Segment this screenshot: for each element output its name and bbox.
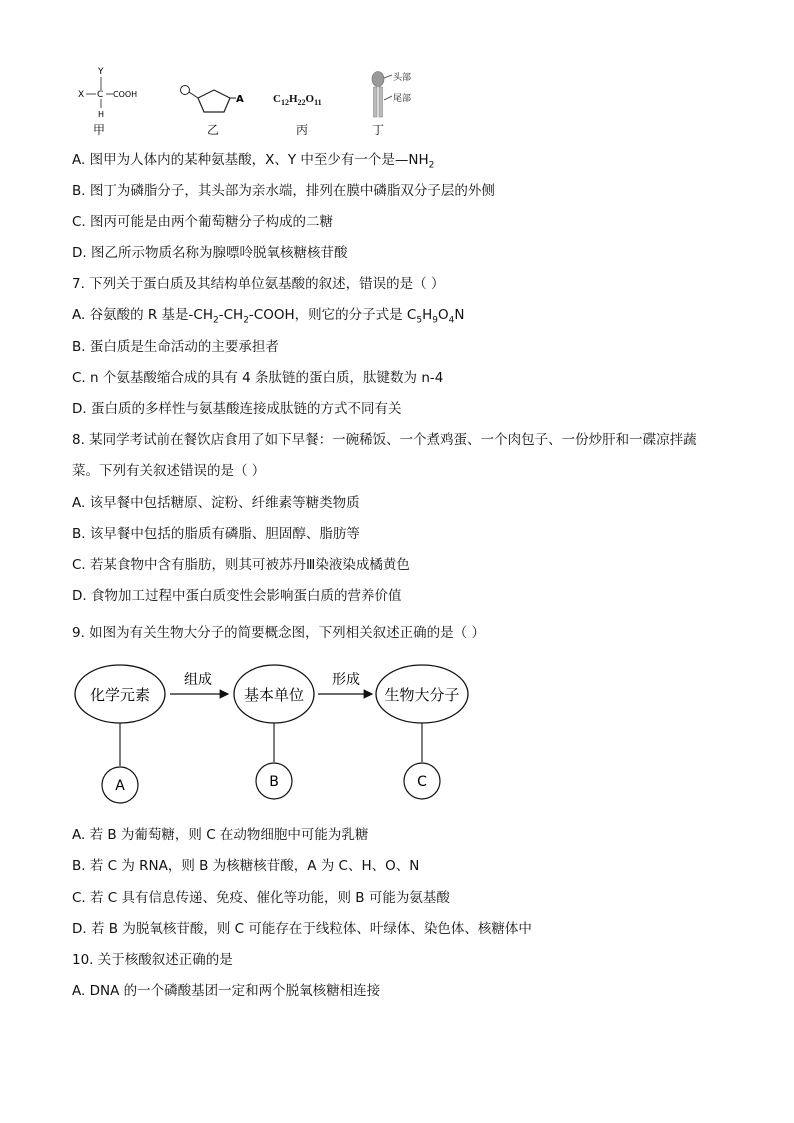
- carbon-atom: C: [97, 90, 104, 100]
- base-a: A: [236, 94, 244, 105]
- nucleotide-structure: [176, 80, 248, 116]
- q9-stem: 9. 如图为有关生物大分子的简要概念图，下列相关叙述正确的是（ ）: [72, 625, 485, 641]
- q7-option-b: B. 蛋白质是生命活动的主要承担者: [72, 339, 279, 355]
- group-x: X: [78, 90, 85, 100]
- figure-label-ding: 丁: [372, 123, 385, 137]
- q7-stem: 7. 下列关于蛋白质及其结构单位氨基酸的叙述，错误的是（ ）: [72, 276, 445, 292]
- q9-option-d: D. 若 B 为脱氧核苷酸，则 C 可能存在于线粒体、叶绿体、染色体、核糖体中: [72, 921, 532, 937]
- q8-option-c: C. 若某食物中含有脂肪，则其可被苏丹Ⅲ染液染成橘黄色: [72, 557, 410, 573]
- head-label: 头部: [393, 73, 412, 83]
- carboxyl-group: COOH: [113, 90, 138, 99]
- q9-option-c: C. 若 C 具有信息传递、免疫、催化等功能，则 B 可能为氨基酸: [72, 890, 450, 906]
- q10-option-a: A. DNA 的一个磷酸基团一定和两个脱氧核糖相连接: [72, 983, 381, 999]
- svg-text:C: C: [417, 774, 427, 790]
- q9-option-b: B. 若 C 为 RNA，则 B 为核糖核苷酸，A 为 C、H、O、N: [72, 858, 420, 874]
- q8-stem-line2: 菜。下列有关叙述错误的是（ ）: [72, 463, 266, 479]
- arrow-form-label: 形成: [332, 672, 360, 688]
- amino-acid-structure: [76, 64, 146, 120]
- q8-option-d: D. 食物加工过程中蛋白质变性会影响蛋白质的营养价值: [72, 588, 402, 604]
- formula-c12h22o11: $C_{12}H_{22}O_{11}$: [273, 93, 322, 108]
- svg-text:B: B: [269, 774, 279, 790]
- group-y: Y: [98, 67, 104, 77]
- hydrogen-atom: H: [98, 110, 105, 119]
- q7-option-d: D. 蛋白质的多样性与氨基酸连接成肽链的方式不同有关: [72, 401, 402, 417]
- figure-label-jia: 甲: [93, 123, 106, 137]
- q9-option-a: A. 若 B 为葡萄糖，则 C 在动物细胞中可能为乳糖: [72, 827, 369, 843]
- concept-map-diagram: [68, 656, 488, 806]
- q6-option-a: A. 图甲为人体内的某种氨基酸，X、Y 中至少有一个是$—NH_2$: [72, 152, 435, 171]
- node-macromolecule-label: 生物大分子: [384, 686, 460, 704]
- node-chemical-elements-label: 化学元素: [89, 686, 151, 704]
- q7-option-c: C. n 个氨基酸缩合成的具有 4 条肽链的蛋白质，肽键数为 n-4: [72, 370, 444, 386]
- q8-option-a: A. 该早餐中包括糖原、淀粉、纤维素等糖类物质: [72, 495, 360, 511]
- q8-option-b: B. 该早餐中包括的脂质有磷脂、胆固醇、脂肪等: [72, 526, 360, 542]
- svg-text:A: A: [115, 778, 125, 794]
- figure-label-yi: 乙: [207, 123, 220, 137]
- q10-stem: 10. 关于核酸叙述正确的是: [72, 952, 233, 968]
- q6-option-d: D. 图乙所示物质名称为腺嘌呤脱氧核糖核苷酸: [72, 245, 348, 261]
- node-basic-unit-label: 基本单位: [243, 686, 305, 704]
- figure-label-bing: 丙: [296, 123, 309, 137]
- q6-option-c: C. 图丙可能是由两个葡萄糖分子构成的二糖: [72, 214, 334, 230]
- q6-option-b: B. 图丁为磷脂分子，其头部为亲水端，排列在膜中磷脂双分子层的外侧: [72, 183, 495, 199]
- tail-label: 尾部: [393, 94, 412, 104]
- arrow-compose-label: 组成: [184, 672, 212, 688]
- q7-option-a: A. 谷氨酸的 R 基是$-CH_2-CH_2$-COOH，则它的分子式是 $C_5H_9O_4N$: [72, 307, 465, 326]
- q8-stem-line1: 8. 某同学考试前在餐饮店食用了如下早餐：一碗稀饭、一个煮鸡蛋、一个肉包子、一份炒肝和一碟凉拌蔬: [72, 432, 697, 448]
